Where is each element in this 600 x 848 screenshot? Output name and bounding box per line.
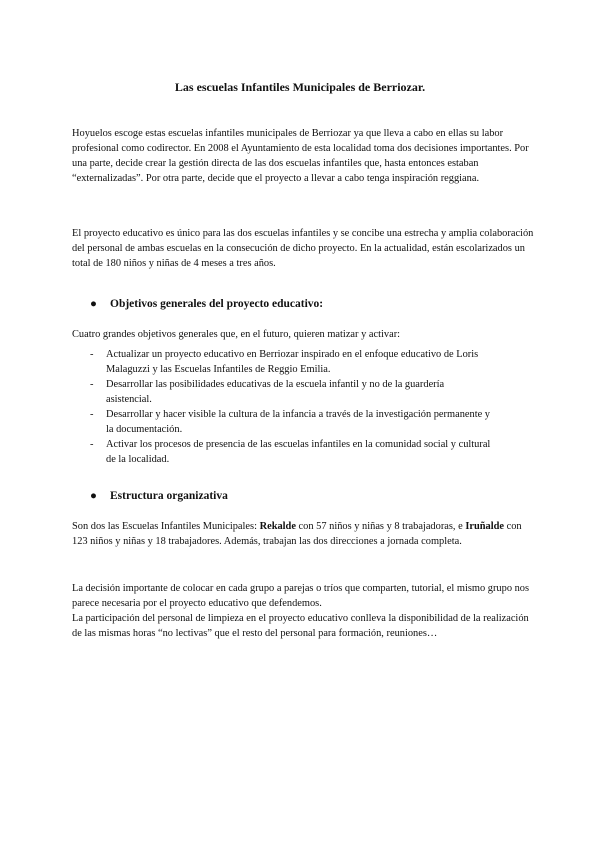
bullet-icon: ● [90, 298, 97, 310]
text-run: Son dos las Escuelas Infantiles Municipales: [72, 521, 260, 532]
intro-paragraph-1: Hoyuelos escoge estas escuelas infantiles municipales de Berriozar ya que lleva a cabo en ellas su labor profesional como codirector. En 2008 el Ayuntamiento de esta localidad toma dos decisiones importantes. Por una parte, decide crear la gestión directa de las dos escuelas infantiles que, hasta entonces estaban “externalizadas”. Por otra parte, decide que el proyecto a llevar a cabo tenga inspiración reggiana. [72, 128, 529, 184]
list-item: - Desarrollar las posibilidades educativas de la escuela infantil y no de la guardería asistencial. [72, 377, 492, 407]
school-name-irunalde: Iruñalde [465, 521, 505, 532]
section-heading-text: Objetivos generales del proyecto educativo: [110, 298, 324, 310]
school-name-rekalde: Rekalde [259, 521, 296, 532]
list-item: - Activar los procesos de presencia de las escuelas infantiles en la comunidad social y cultural de la localidad. [72, 437, 492, 467]
intro-paragraph-2: El proyecto educativo es único para las dos escuelas infantiles y se concibe una estrecha y amplia colaboración del personal de ambas escuelas en la consecución de dicho proyecto. En la actualidad, están escolarizados un total de 180 niños y niñas de 4 meses a tres años. [72, 228, 534, 269]
structure-paragraph-1 [72, 519, 536, 549]
structure-paragraph-3: La participación del personal de limpieza en el proyecto educativo conlleva la disponibilidad de la realización de las mismas horas “no lectivas” que el resto del personal para formación, reuniones… [72, 613, 529, 639]
bullet-icon: ● [90, 490, 97, 502]
section-heading-structure [90, 490, 228, 502]
text-run: con 123 niños y niñas y 18 trabajadores. Además, trabajan las dos direcciones a jornada completa. [72, 521, 522, 547]
section-heading-text: Estructura organizativa [110, 490, 228, 502]
list-item: - Actualizar un proyecto educativo en Berriozar inspirado en el enfoque educativo de Loris Malaguzzi y las Escuelas Infantiles de Reggio Emilia. [72, 347, 492, 377]
text-run: con 57 niños y niñas y 8 trabajadoras, e [295, 521, 466, 532]
list-item: - Desarrollar y hacer visible la cultura de la infancia a través de la investigación permanente y la documentación. [72, 407, 492, 437]
section-heading-objectives [90, 298, 323, 310]
objectives-intro: Cuatro grandes objetivos generales que, en el futuro, quieren matizar y activar: [72, 329, 401, 340]
objectives-list [72, 347, 492, 467]
document-title: Las escuelas Infantiles Municipales de Berriozar. [174, 80, 426, 94]
structure-paragraph-2: La decisión importante de colocar en cada grupo a parejas o tríos que comparten, tutorial, el mismo grupo nos parece necesaria por el proyecto educativo que defendemos. [72, 583, 530, 609]
